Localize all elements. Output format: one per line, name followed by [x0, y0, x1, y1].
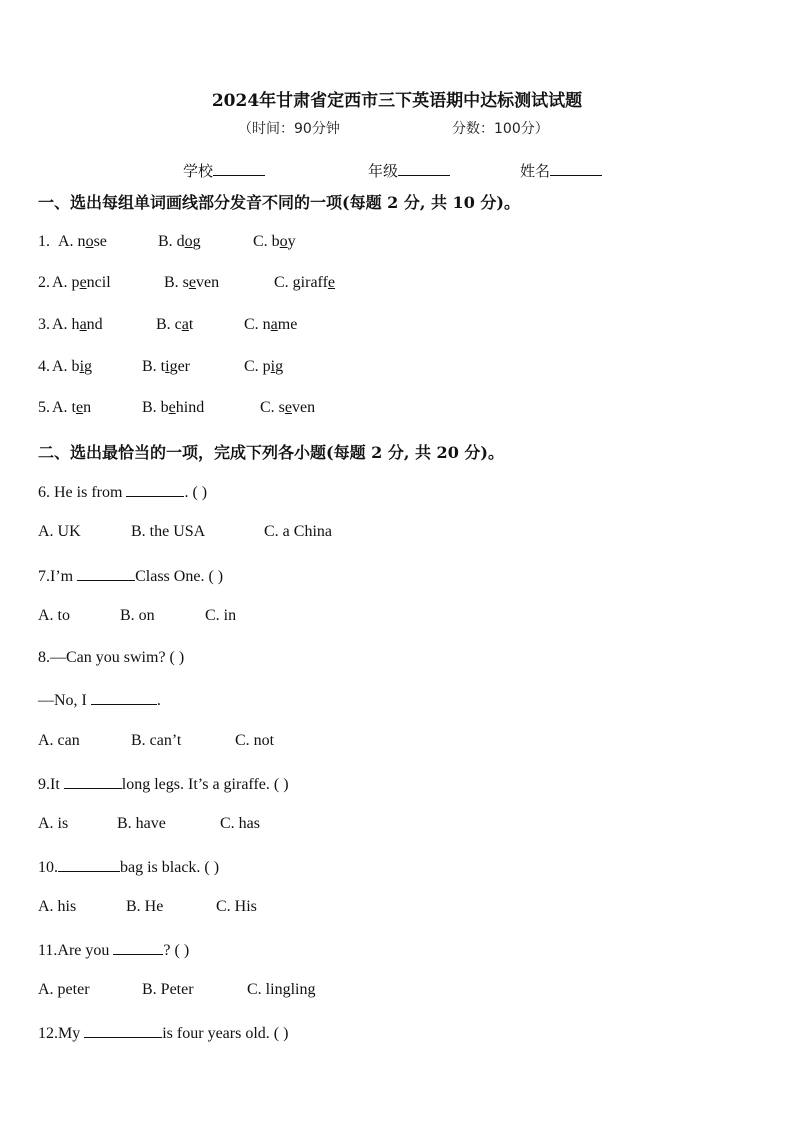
- q1-option-c: C. boy: [253, 233, 296, 250]
- q8-options: [38, 732, 778, 752]
- q4-number: 4.: [38, 358, 50, 375]
- q6-option-a: A. UK: [38, 523, 81, 540]
- q8-blank: [91, 690, 157, 705]
- q10-stem: 10. bag is black. ( ): [38, 859, 220, 876]
- q2-option-a: A. pencil: [52, 274, 111, 291]
- q6-blank: [126, 482, 184, 497]
- q11-blank: [113, 940, 163, 955]
- q11-option-c: C. lingling: [247, 981, 316, 998]
- section2-heading: 二、选出最恰当的一项，完成下列各小题(每题 2 分, 共 20 分)。: [38, 443, 504, 462]
- q1-option-b: B. dog: [158, 233, 201, 250]
- q10-options: [38, 898, 778, 918]
- question-3: [38, 316, 778, 336]
- q10-option-b: B. He: [126, 898, 164, 915]
- q9-blank: [64, 774, 122, 789]
- q3-option-c: C. name: [244, 316, 298, 333]
- question-5: [38, 399, 778, 419]
- grade-blank: [398, 161, 450, 176]
- q1-number: 1.: [38, 233, 50, 250]
- name-blank: [550, 161, 602, 176]
- q2-number: 2.: [38, 274, 50, 291]
- q4-option-b: B. tiger: [142, 358, 191, 375]
- q6-options: [38, 523, 778, 543]
- q8-option-c: C. not: [235, 732, 275, 749]
- q9-option-a: A. is: [38, 815, 69, 832]
- q2-option-b: B. seven: [164, 274, 220, 291]
- q8-response: —No, I .: [38, 692, 161, 709]
- q11-option-b: B. Peter: [142, 981, 194, 998]
- question-1: [38, 233, 778, 253]
- q9-option-b: B. have: [117, 815, 166, 832]
- q3-option-b: B. cat: [156, 316, 194, 333]
- q6-option-c: C. a China: [264, 523, 332, 540]
- school-label: 学校: [183, 162, 214, 180]
- school-field: [183, 160, 265, 181]
- q5-option-c: C. seven: [260, 399, 316, 416]
- q11-stem: 11.Are you ? ( ): [38, 942, 190, 959]
- q10-blank: [58, 857, 120, 872]
- q12-blank: [84, 1023, 162, 1038]
- q4-option-a: A. big: [52, 358, 93, 375]
- q8-stem: 8.—Can you swim? ( ): [38, 649, 185, 666]
- q8-option-b: B. can’t: [131, 732, 182, 749]
- score-label: 分数：100分）: [452, 121, 549, 137]
- q7-options: [38, 607, 778, 627]
- q12-stem: 12.My is four years old. ( ): [38, 1025, 289, 1042]
- name-label: 姓名: [520, 162, 551, 180]
- q6-stem: 6. He is from . ( ): [38, 484, 208, 501]
- q7-blank: [77, 566, 135, 581]
- q9-options: [38, 815, 778, 835]
- question-4: [38, 358, 778, 378]
- q3-number: 3.: [38, 316, 50, 333]
- time-label: （时间：90分钟: [238, 121, 340, 137]
- q5-number: 5.: [38, 399, 50, 416]
- q9-option-c: C. has: [220, 815, 260, 832]
- name-field: [520, 160, 602, 181]
- q5-option-a: A. ten: [52, 399, 92, 416]
- q1-option-a: A. nose: [58, 233, 107, 250]
- q7-option-a: A. to: [38, 607, 70, 624]
- q7-option-b: B. on: [120, 607, 155, 624]
- school-blank: [213, 161, 265, 176]
- q3-option-a: A. hand: [52, 316, 103, 333]
- section1-heading: 一、选出每组单词画线部分发音不同的一项(每题 2 分, 共 10 分)。: [38, 193, 520, 212]
- q6-option-b: B. the USA: [131, 523, 206, 540]
- q7-stem: 7.I’m Class One. ( ): [38, 568, 224, 585]
- page-title: 2024年甘肃省定西市三下英语期中达标测试试题: [211, 91, 583, 111]
- q2-option-c: C. giraffe: [274, 274, 336, 291]
- grade-label: 年级: [368, 162, 399, 180]
- q9-stem: 9.It long legs. It’s a giraffe. ( ): [38, 776, 289, 793]
- q5-option-b: B. behind: [142, 399, 205, 416]
- q7-option-c: C. in: [205, 607, 237, 624]
- grade-field: [368, 160, 450, 181]
- question-2: [38, 274, 778, 294]
- q11-options: [38, 981, 778, 1001]
- q8-option-a: A. can: [38, 732, 80, 749]
- q11-option-a: A. peter: [38, 981, 90, 998]
- q4-option-c: C. pig: [244, 358, 284, 375]
- q10-option-c: C. His: [216, 898, 257, 915]
- q10-option-a: A. his: [38, 898, 77, 915]
